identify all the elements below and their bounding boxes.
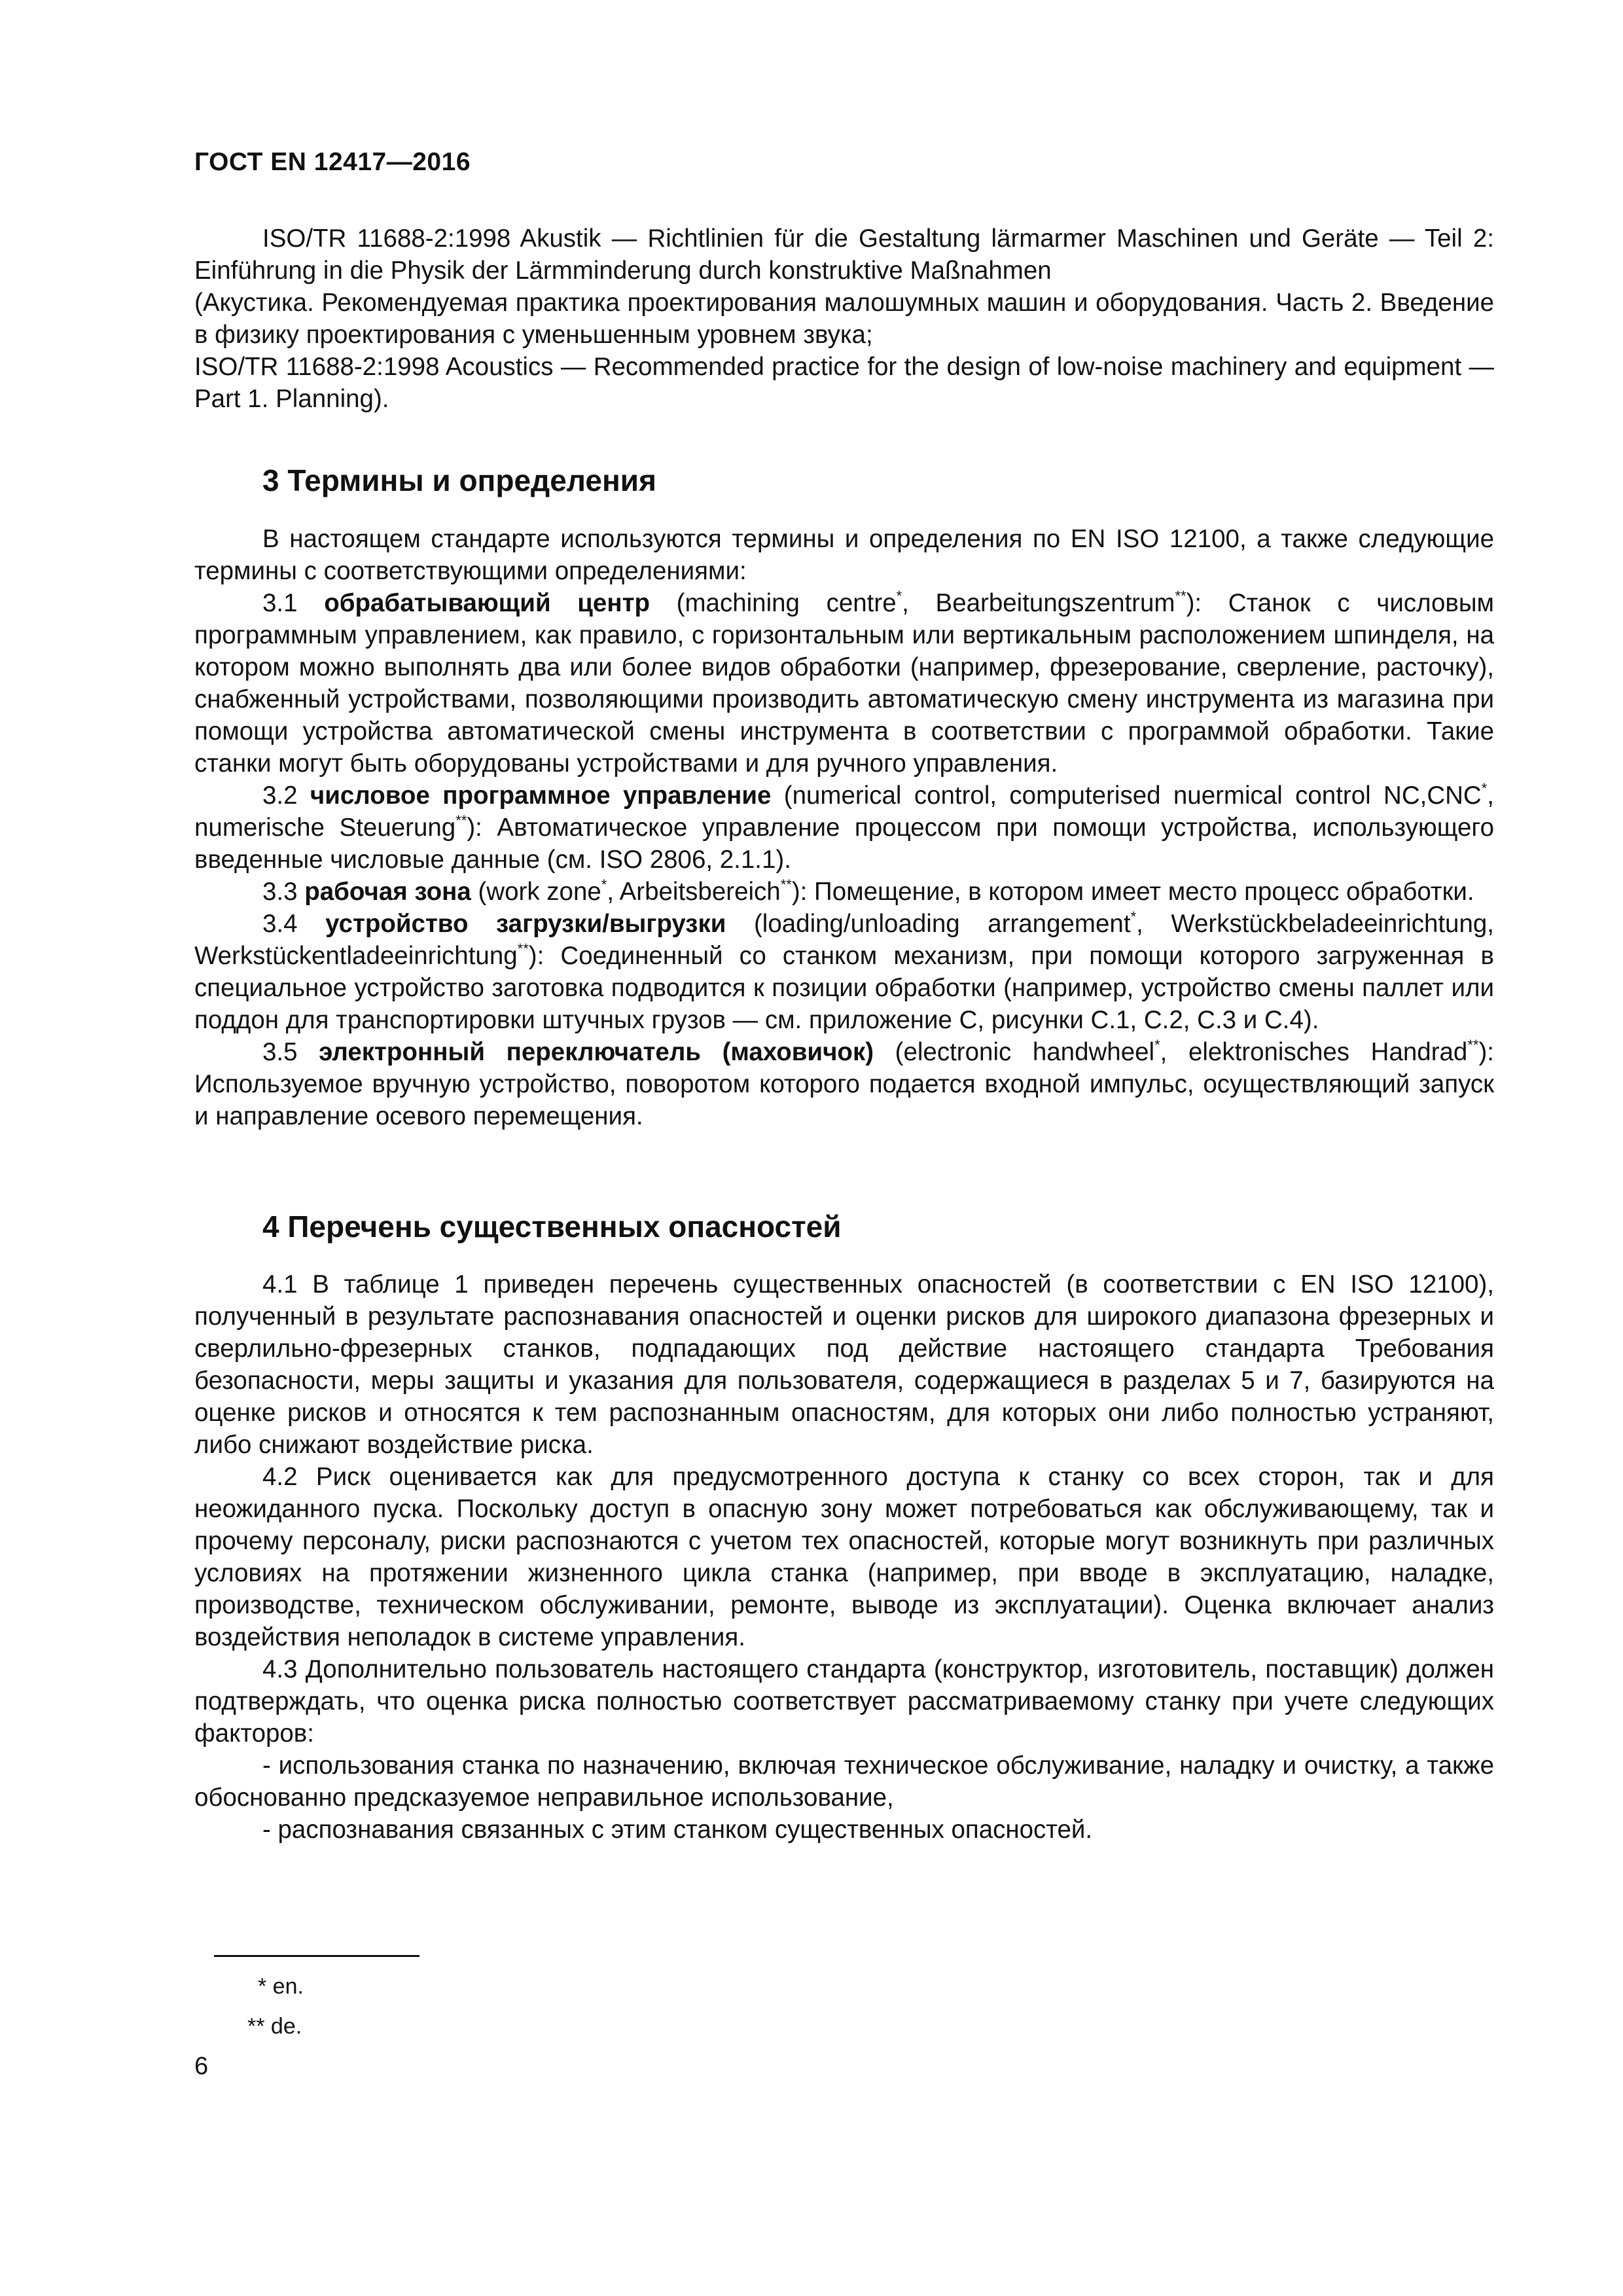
- term-de: , Bearbeitungszentrum: [902, 589, 1175, 617]
- reference-ru: (Акустика. Рекомендуемая практика проектирования малошумных машин и оборудования. Часть 2. Введение в физику проектирования с уменьшенным уровнем звука;: [194, 289, 1494, 349]
- term-de: , Werkstückbeladeeinrichtung, Werkstückentladeeinrichtung: [194, 910, 1494, 970]
- term-name: числовое программное управление: [310, 781, 772, 810]
- term-number: 3.1: [262, 589, 325, 617]
- term-name: рабочая зона: [304, 878, 471, 906]
- term-en: (machining centre: [649, 589, 897, 617]
- reference-en: ISO/TR 11688-2:1998 Acoustics — Recommended practice for the design of low-noise machinery and equipment — Part 1. Planning).: [194, 353, 1494, 413]
- term-en: (loading/unloading arrangement: [726, 910, 1131, 938]
- footnote-en: * en.: [258, 1974, 304, 1999]
- footnote-mark-de: **: [517, 941, 529, 957]
- footnote-de: ** de.: [247, 2014, 302, 2039]
- page-number: 6: [194, 2053, 209, 2080]
- term-en: (numerical control, computerised nuermical control NC,CNC: [771, 781, 1482, 810]
- term-number: 3.4: [262, 910, 326, 938]
- term-de: , numerische Steuerung: [194, 781, 1494, 842]
- reference-de: ISO/TR 11688-2:1998 Akustik — Richtlinien für die Gestaltung lärmarmer Maschinen und Geräte — Teil 2: Einführung in die Physik der Lärmminderung durch konstruktive Maßnahmen: [194, 224, 1494, 285]
- section-3-body: [194, 523, 1494, 1132]
- footnote-mark-en: *: [896, 588, 902, 604]
- term-definition: ): Помещение, в котором имеет место процесс обработки.: [791, 878, 1474, 906]
- list-item: - распознавания связанных с этим станком существенных опасностей.: [262, 1816, 1093, 1844]
- term-3-4: [194, 908, 1494, 1036]
- term-en: (electronic handwheel: [874, 1038, 1155, 1066]
- term-definition: ): Соединенный со станком механизм, при помощи которого загруженная в специальное устройство заготовка подводится к позиции обработки (например, устройство смены паллет или поддон для транспортировки штучных грузов — см. приложение С, рисунки С.1, С.2, С.3 и С.4).: [194, 942, 1494, 1034]
- footnote-mark-en: *: [1481, 780, 1488, 797]
- term-name: обрабатывающий центр: [324, 589, 650, 617]
- clause-4-1: 4.1 В таблице 1 приведен перечень существенных опасностей (в соответствии с EN ISO 12100), полученный в результате распознавания опасностей и оценки рисков для широкого диапазона фрезерных и сверлильно-фрезерных станков, подпадающих под действие настоящего стандарта Требования безопасности, меры защиты и указания для пользователя, содержащиеся в разделах 5 и 7, базируются на оценке рисков и относятся к тем распознанным опасностям, для которых они либо полностью устраняют, либо снижают воздействие риска.: [194, 1270, 1494, 1459]
- term-3-3: [194, 876, 1494, 908]
- term-name: электронный переключатель (маховичок): [319, 1038, 874, 1066]
- term-number: 3.5: [262, 1038, 319, 1066]
- term-name: устройство загрузки/выгрузки: [325, 910, 726, 938]
- clause-4-3: 4.3 Дополнительно пользователь настоящего стандарта (конструктор, изготовитель, поставщик) должен подтверждать, что оценка риска полностью соответствует рассматриваемому станку при учете следующих факторов:: [194, 1655, 1494, 1748]
- term-definition: ): Станок с числовым программным управлением, как правило, с горизонтальным или вертикальным расположением шпинделя, на котором можно выполнять два или более видов обработки (например, фрезерование, сверление, расточку), снабженный устройствами, позволяющими производить автоматическую смену инструмента из магазина при помощи устройства автоматической смены инструмента в соответствии с программой обработки. Такие станки могут быть оборудованы устройствами и для ручного управления.: [194, 589, 1494, 778]
- footnote-mark-en: *: [1154, 1037, 1160, 1053]
- term-definition: ): Используемое вручную устройство, поворотом которого подается входной импульс, осуществляющий запуск и направление осевого перемещения.: [194, 1038, 1494, 1130]
- term-de: , Arbeitsbereich: [607, 878, 781, 906]
- term-en: (work zone: [471, 878, 601, 906]
- footnote-mark-de: **: [1467, 1037, 1479, 1053]
- term-definition: ): Автоматическое управление процессом при помощи устройства, использующего введенные числовые данные (см. ISO 2806, 2.1.1).: [194, 814, 1495, 874]
- footnote-mark-en: *: [1130, 908, 1137, 925]
- normative-references: [194, 223, 1494, 415]
- term-number: 3.3: [262, 878, 305, 906]
- document-header: ГОСТ EN 12417—2016: [194, 148, 471, 176]
- footnote-mark-de: **: [780, 876, 792, 893]
- term-number: 3.2: [262, 781, 310, 810]
- list-item: - использования станка по назначению, включая техническое обслуживание, наладку и очистку, а также обоснованно предсказуемое неправильное использование,: [194, 1751, 1494, 1812]
- term-3-1: [194, 587, 1494, 780]
- section-3-intro: В настоящем стандарте используются термины и определения по EN ISO 12100, а также следующие термины с соответствующими определениями:: [194, 525, 1494, 585]
- term-3-2: [194, 780, 1494, 876]
- clause-4-2: 4.2 Риск оценивается как для предусмотренного доступа к станку со всех сторон, так и для неожиданного пуска. Поскольку доступ в опасную зону может потребоваться как обслуживающему, так и прочему персоналу, риски распознаются с учетом тех опасностей, которые могут возникнуть при различных условиях на протяжении жизненного цикла станка (например, при вводе в эксплуатацию, наладке, производстве, техническом обслуживании, ремонте, выводе из эксплуатации). Оценка включает анализ воздействия неполадок в системе управления.: [194, 1463, 1494, 1651]
- term-de: , elektronisches Handrad: [1160, 1038, 1468, 1066]
- footnote-mark-de: **: [455, 812, 467, 829]
- section-4-title: 4 Перечень существенных опасностей: [262, 1210, 842, 1244]
- section-4-body: [194, 1268, 1494, 1846]
- section-3-title: 3 Термины и определения: [262, 463, 656, 497]
- footnote-separator: [214, 1955, 419, 1957]
- footnote-mark-de: **: [1175, 588, 1186, 604]
- footnote-mark-en: *: [601, 876, 607, 893]
- term-3-5: [194, 1036, 1494, 1132]
